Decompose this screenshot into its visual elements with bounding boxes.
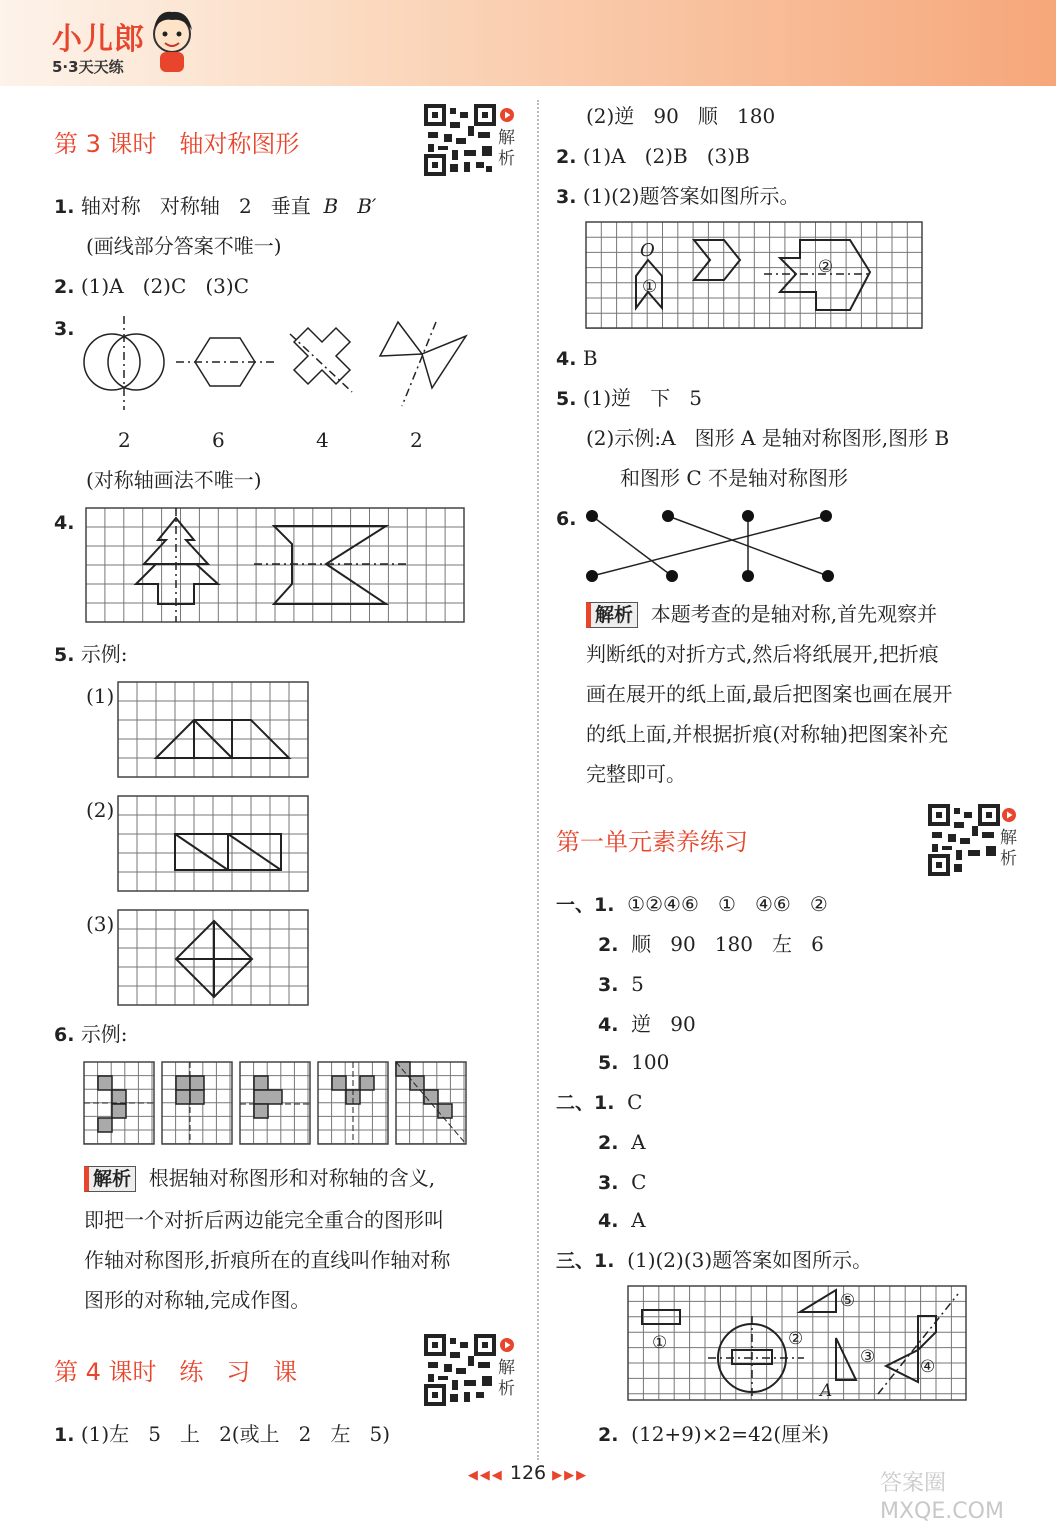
qr-code-icon [424,1334,496,1406]
answer-3-figures [80,314,480,414]
analysis-tag: 解析 [84,1166,136,1192]
answer-r3-shapes [586,222,922,328]
section-title-lesson3: 第 3 课时 轴对称图形 [54,130,300,158]
answer-1: 1. 轴对称 对称轴 2 垂直 B B′ [54,194,377,218]
analysis-right-line-5: 完整即可。 [586,762,686,786]
lesson4-answer-1: 1. (1)左 5 上 2(或上 2 左 5) [54,1422,391,1446]
section-title-unit1: 第一单元素养练习 [556,828,748,856]
answer-r6-number: 6. [556,508,577,530]
qr-label: 解析 [498,1358,515,1399]
qr-code-icon [928,804,1000,876]
answer-3-count-3: 4 [316,428,329,452]
answer-5-label: 5. 示例: [54,642,128,666]
answer-4-number: 4. [54,512,75,534]
label-o: O [640,240,655,261]
answer-6-pattern-4 [318,1062,388,1144]
next-arrows-icon: ▶▶▶ [552,1468,589,1483]
label-2: ② [818,257,834,277]
answer-5-shape-2 [118,796,308,891]
unit-part2-q2: 2. A [598,1130,646,1154]
analysis-left-first: 解析 根据轴对称图形和对称轴的含义, [84,1164,435,1192]
play-icon [500,108,514,122]
label-a: A [820,1381,833,1401]
answer-6-pattern-1 [84,1062,154,1144]
analysis-left-line-3: 作轴对称图形,折痕所在的直线叫作轴对称 [84,1248,451,1272]
play-icon [500,1338,514,1352]
answer-5-sub-3: (3) [86,912,115,936]
qr-code-icon [424,104,496,176]
analysis-right-line-4: 的纸上面,并根据折痕(对称轴)把图案补充 [586,722,948,746]
play-icon [1002,808,1016,822]
label-1: ① [652,1333,668,1353]
section-title-lesson4: 第 4 课时 练 习 课 [54,1358,298,1386]
unit-part1-q5: 5. 100 [598,1050,670,1074]
answer-r5: 5. (1)逆 下 5 [556,386,703,410]
answer-3-count-4: 2 [410,428,423,452]
unit-part2-q4: 4. A [598,1208,646,1232]
answer-6-label: 6. 示例: [54,1022,128,1046]
label-1: ① [642,277,658,297]
answer-6-pattern-5 [396,1062,466,1144]
brand-logo [52,14,145,77]
answer-r3: 3. (1)(2)题答案如图所示。 [556,184,800,208]
analysis-left-line-2: 即把一个对折后两边能完全重合的图形叫 [84,1208,444,1232]
analysis-left-line-4: 图形的对称轴,完成作图。 [84,1288,311,1312]
answer-6-pattern-2 [162,1062,232,1144]
label-3: ③ [860,1347,876,1367]
unit-part3-q2: 2. (12+9)×2=42(厘米) [598,1422,830,1446]
unit-part3-q1: 三、1. (1)(2)(3)题答案如图所示。 [556,1248,873,1272]
answer-3-count-2: 6 [212,428,225,452]
unit-part3-shapes [628,1286,966,1400]
qr-label: 解析 [498,128,515,169]
answer-4-shapes [86,508,464,622]
prev-arrows-icon: ◀◀◀ [467,1468,504,1483]
answer-5-sub-2: (2) [86,798,115,822]
label-4: ④ [920,1357,936,1377]
column-divider [537,100,539,1460]
answer-5-sub-1: (1) [86,684,115,708]
brand-name: 小儿郎 [52,22,145,57]
answer-6-pattern-3 [240,1062,310,1144]
unit-part2-q1: 二、1. C [556,1090,643,1114]
watermark: 答案圈 MXQE.COM [880,1471,1004,1524]
answer-3-count-1: 2 [118,428,131,452]
analysis-right-line-3: 画在展开的纸上面,最后把图案也画在展开 [586,682,953,706]
answer-r2: 2. (1)A (2)B (3)B [556,144,750,168]
label-2: ② [788,1329,804,1349]
analysis-tag: 解析 [586,602,638,628]
mascot-icon [148,8,196,74]
label-5: ⑤ [840,1291,856,1311]
unit-part1-q3: 3. 5 [598,972,644,996]
answer-r4: 4. B [556,346,598,370]
unit-part1-q4: 4. 逆 90 [598,1012,696,1036]
answer-r6-matching [586,510,832,582]
analysis-right-first: 解析 本题考查的是轴对称,首先观察并 [586,600,937,628]
analysis-right-line-2: 判断纸的对折方式,然后将纸展开,把折痕 [586,642,939,666]
answer-3-number: 3. [54,318,75,340]
unit-part1-q1: 一、1. ①②④⑥ ① ④⑥ ② [556,892,828,916]
brand-series: 5·3天天练 [52,58,124,76]
qr-label: 解析 [1000,828,1017,869]
answer-5-shape-1 [118,682,308,777]
answer-r1: (2)逆 90 顺 180 [586,104,776,128]
answer-r5-c: 和图形 C 不是轴对称图形 [620,466,849,490]
unit-part2-q3: 3. C [598,1170,647,1194]
answer-1-note: (画线部分答案不唯一) [86,234,282,258]
answer-5-shape-3 [118,910,308,1005]
answer-r5-b: (2)示例:A 图形 A 是轴对称图形,图形 B [586,426,950,450]
answer-2: 2. (1)A (2)C (3)C [54,274,249,298]
answer-3-note: (对称轴画法不唯一) [86,468,262,492]
page-number: 126 [509,1462,547,1484]
unit-part1-q2: 2. 顺 90 180 左 6 [598,932,824,956]
